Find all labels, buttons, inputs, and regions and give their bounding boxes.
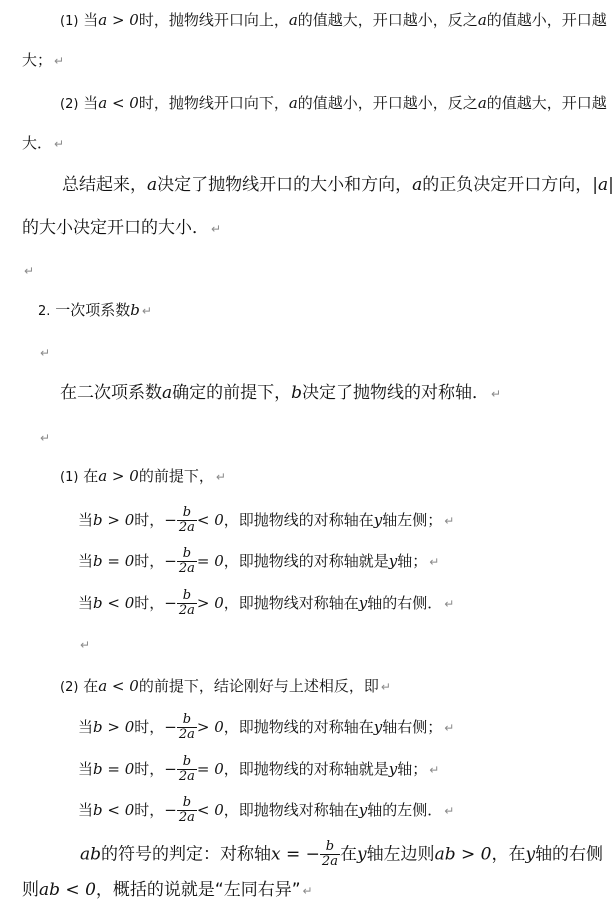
section-b-intro xyxy=(60,383,501,404)
math-cond: b = 0 xyxy=(93,552,135,570)
case2-row xyxy=(78,796,454,825)
text: 时， xyxy=(134,801,165,819)
text: 大； xyxy=(22,51,53,69)
math-sign: − xyxy=(164,552,177,570)
math-cond: < 0 xyxy=(107,94,139,112)
math-var: a xyxy=(98,94,108,112)
ab-sign-rule xyxy=(80,840,603,869)
math-rel: > 0 xyxy=(196,718,224,736)
text: 在二次项系数 xyxy=(60,383,162,403)
fraction-numerator: b xyxy=(182,795,192,810)
math-var: a xyxy=(477,11,487,29)
text: 确定的前提下， xyxy=(172,383,292,403)
math-var: a xyxy=(98,11,108,29)
text: 轴的右侧 xyxy=(535,844,604,865)
return-mark-icon: ↵ xyxy=(444,597,455,611)
list-number: (1) xyxy=(60,14,79,29)
text: 的值越大，开口越 xyxy=(486,94,607,112)
return-mark-icon: ↵ xyxy=(380,680,391,694)
math-var: a xyxy=(412,175,423,195)
math-var: a xyxy=(288,11,298,29)
math-var: y xyxy=(358,594,368,612)
text: 决定了抛物线开口的大小和方向， xyxy=(157,175,413,195)
fraction-denominator: 2a xyxy=(178,727,195,742)
text: 决定了抛物线的对称轴． xyxy=(302,383,490,403)
text: 轴； xyxy=(397,552,428,570)
text: ，概括的说就是“左同右异” xyxy=(95,880,301,900)
text: 则 xyxy=(22,880,39,900)
math-cond: > 0 xyxy=(107,11,139,29)
math-var: y xyxy=(525,844,536,865)
math-sign: − xyxy=(164,511,177,529)
fraction-denominator: 2a xyxy=(178,561,195,576)
case1-row xyxy=(78,506,454,535)
text: 轴； xyxy=(397,760,428,778)
return-mark-icon: ↵ xyxy=(444,514,455,528)
math-cond: a < 0 xyxy=(98,677,139,695)
math-eq: x = − xyxy=(271,844,320,865)
return-mark-icon: ↵ xyxy=(429,555,440,569)
text: 的值越小，开口越 xyxy=(486,11,607,29)
text: 轴的左侧． xyxy=(367,801,443,819)
math-cond: b > 0 xyxy=(93,718,135,736)
text: 大． xyxy=(22,134,53,152)
fraction xyxy=(177,506,197,535)
math-var: b xyxy=(130,301,140,319)
fraction-numerator: b xyxy=(182,588,192,603)
para-a-case2-cont xyxy=(22,133,64,154)
math-cond: a > 0 xyxy=(98,467,139,485)
text: 的正负决定开口方向， xyxy=(422,175,593,195)
text: 的符号的判定：对称轴 xyxy=(101,844,272,865)
text: ，即抛物线对称轴在 xyxy=(223,801,359,819)
list-number: (1) xyxy=(60,470,79,485)
math-var: y xyxy=(356,844,367,865)
fraction xyxy=(177,796,197,825)
para-a-summary xyxy=(62,175,614,195)
fraction-denominator: 2a xyxy=(178,520,195,535)
math-var: y xyxy=(388,552,398,570)
case2-row xyxy=(78,755,439,784)
list-number: 2. xyxy=(38,304,51,319)
math-sign: − xyxy=(164,718,177,736)
text: 时，抛物线开口向上， xyxy=(138,11,289,29)
text: 当 xyxy=(78,511,94,529)
fraction-numerator: b xyxy=(182,712,192,727)
text: 轴右侧； xyxy=(382,718,443,736)
text: 时，抛物线开口向下， xyxy=(138,94,289,112)
fraction xyxy=(177,713,197,742)
math-var: a xyxy=(288,94,298,112)
list-number: (2) xyxy=(60,97,79,112)
text: 的前提下， xyxy=(138,467,214,485)
text: 轴左边则 xyxy=(366,844,435,865)
math-rel: > 0 xyxy=(196,594,224,612)
text: 时， xyxy=(134,718,165,736)
case1-row xyxy=(78,547,439,576)
text: 轴左侧； xyxy=(382,511,443,529)
text: 的大小决定开口的大小． xyxy=(22,218,209,238)
fraction xyxy=(177,589,197,618)
math-cond: b < 0 xyxy=(93,801,135,819)
text: 在 xyxy=(83,677,99,695)
text: 当 xyxy=(78,594,94,612)
para-a-case1-cont xyxy=(22,50,64,71)
text: 当 xyxy=(78,552,94,570)
text: 时， xyxy=(134,552,165,570)
return-mark-icon: ↵ xyxy=(491,387,502,401)
return-mark-icon: ↵ xyxy=(141,304,152,318)
math-rel: = 0 xyxy=(196,552,224,570)
return-mark-icon: ↵ xyxy=(444,721,455,735)
empty-line xyxy=(78,634,90,655)
text: ，即抛物线的对称轴在 xyxy=(223,511,374,529)
text: 轴的右侧． xyxy=(367,594,443,612)
text: 时， xyxy=(134,760,165,778)
text: 在 xyxy=(83,467,99,485)
return-mark-icon: ↵ xyxy=(54,54,65,68)
math-abs: |a| xyxy=(592,175,614,195)
text: ，即抛物线对称轴在 xyxy=(223,594,359,612)
math-rel: = 0 xyxy=(196,760,224,778)
math-var: y xyxy=(358,801,368,819)
math-cond: b = 0 xyxy=(93,760,135,778)
text: 时， xyxy=(134,594,165,612)
text: 的前提下，结论刚好与上述相反，即 xyxy=(138,677,379,695)
fraction-denominator: 2a xyxy=(321,854,338,869)
text: ，即抛物线的对称轴就是 xyxy=(223,552,389,570)
empty-line xyxy=(38,342,50,363)
text: 当 xyxy=(78,801,94,819)
math-var: b xyxy=(291,383,303,403)
math-sign: − xyxy=(164,594,177,612)
text: ，即抛物线的对称轴在 xyxy=(223,718,374,736)
return-mark-icon: ↵ xyxy=(80,638,91,652)
fraction-numerator: b xyxy=(325,839,335,854)
empty-line xyxy=(22,260,34,281)
text: 当 xyxy=(83,94,99,112)
math-var: y xyxy=(373,511,383,529)
text: ，在 xyxy=(491,844,526,865)
return-mark-icon: ↵ xyxy=(40,431,51,445)
return-mark-icon: ↵ xyxy=(40,346,51,360)
math-sign: − xyxy=(164,760,177,778)
math-var: a xyxy=(147,175,158,195)
text: 当 xyxy=(78,760,94,778)
section-b-heading xyxy=(38,300,152,322)
text: 时， xyxy=(134,511,165,529)
text: 当 xyxy=(83,11,99,29)
math-rel: < 0 xyxy=(196,801,224,819)
return-mark-icon: ↵ xyxy=(54,137,65,151)
fraction xyxy=(177,547,197,576)
list-number: (2) xyxy=(60,680,79,695)
math-var: a xyxy=(162,383,173,403)
fraction xyxy=(320,840,340,869)
math-sign: − xyxy=(164,801,177,819)
math-rel: < 0 xyxy=(196,511,224,529)
para-a-case1 xyxy=(60,10,607,32)
fraction xyxy=(177,755,197,784)
empty-line xyxy=(38,427,50,448)
text: 在 xyxy=(339,844,357,865)
para-a-case2 xyxy=(60,93,607,115)
return-mark-icon: ↵ xyxy=(302,884,313,898)
case2-row xyxy=(78,713,454,742)
section-b-case1-header xyxy=(60,466,226,488)
math-cond: ab > 0 xyxy=(434,844,492,865)
fraction-denominator: 2a xyxy=(178,769,195,784)
text: 当 xyxy=(78,718,94,736)
math-cond: b < 0 xyxy=(93,594,135,612)
ab-sign-rule-cont xyxy=(22,880,313,901)
text: 的值越大，开口越小，反之 xyxy=(297,11,478,29)
math-var: y xyxy=(388,760,398,778)
para-a-summary-cont xyxy=(22,218,221,239)
math-cond: ab < 0 xyxy=(39,880,96,900)
text: 一次项系数 xyxy=(55,301,131,319)
text: 总结起来， xyxy=(62,175,147,195)
text: 的值越小，开口越小，反之 xyxy=(297,94,478,112)
return-mark-icon: ↵ xyxy=(444,804,455,818)
math-var: y xyxy=(373,718,383,736)
return-mark-icon: ↵ xyxy=(24,264,35,278)
text: ，即抛物线的对称轴就是 xyxy=(223,760,389,778)
fraction-numerator: b xyxy=(182,546,192,561)
return-mark-icon: ↵ xyxy=(429,763,440,777)
fraction-numerator: b xyxy=(182,505,192,520)
fraction-numerator: b xyxy=(182,754,192,769)
return-mark-icon: ↵ xyxy=(211,222,222,236)
return-mark-icon: ↵ xyxy=(215,470,226,484)
fraction-denominator: 2a xyxy=(178,810,195,825)
case1-row xyxy=(78,589,454,618)
math-cond: b > 0 xyxy=(93,511,135,529)
math-var: a xyxy=(477,94,487,112)
section-b-case2-header xyxy=(60,676,391,698)
math-var: ab xyxy=(80,844,102,865)
fraction-denominator: 2a xyxy=(178,603,195,618)
